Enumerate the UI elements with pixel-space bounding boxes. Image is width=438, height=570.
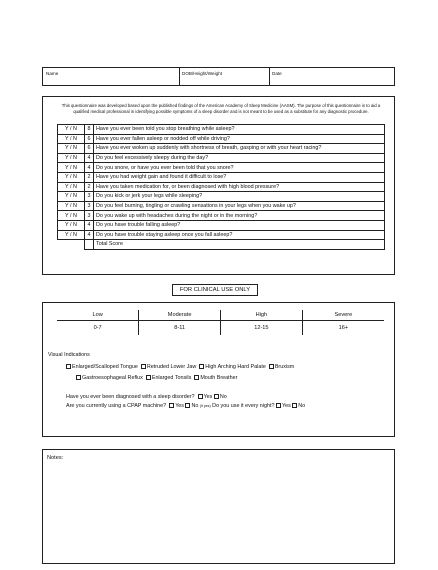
name-field[interactable]: Name (46, 71, 59, 76)
question-score: 6 (85, 144, 94, 154)
question-score: 3 (85, 192, 94, 202)
question-score: 4 (85, 230, 94, 240)
severity-moderate: Moderate (139, 310, 221, 321)
question-score: 4 (85, 220, 94, 230)
question-row (58, 125, 385, 135)
yes-no-answer[interactable]: Y / N (58, 153, 85, 163)
checkbox-icon[interactable] (276, 403, 281, 408)
question-score: 8 (85, 125, 94, 135)
question-row (58, 220, 385, 230)
visual-indications-title: Visual Indications (48, 352, 90, 358)
checkbox-icon[interactable] (146, 375, 151, 380)
range-moderate: 8-11 (139, 321, 221, 336)
checkbox-icon[interactable] (169, 403, 174, 408)
date-field[interactable]: Date (272, 71, 282, 76)
range-severe: 16+ (302, 321, 384, 336)
question-score: 2 (85, 182, 94, 192)
visual-line-1: Enlarged/Scalloped Tongue Retruded Lower Jaw High Arching Hard Palate Bruxism (66, 364, 294, 370)
empty-cell (58, 240, 85, 250)
question-row (58, 163, 385, 173)
intro-text: This questionnaire was developed based upon the published findings of the American Academy of Sleep Medicine (AASM). The purpose of this questionnaire is to aid a qualified medical professional in identifying possible symptoms of a sleep disorder and is not meant to be used as a substitute for any diagnostic procedure. (61, 103, 381, 114)
range-low: 0-7 (93, 325, 102, 331)
severity-severe: Severe (302, 310, 384, 321)
yes-no-answer[interactable]: Y / N (58, 125, 85, 135)
range-high: 12-15 (221, 321, 303, 336)
visual-line-2: Gastroesophageal Reflux Enlarged Tonsils Mouth Breather (76, 375, 237, 381)
total-score-value[interactable] (85, 240, 94, 250)
question-row (58, 144, 385, 154)
checkbox-icon[interactable] (198, 394, 203, 399)
history-q2: Are you currently using a CPAP machine? Yes No (if yes) Do you use it every night? Yes No (66, 403, 306, 409)
question-text: Have you ever fallen asleep or nodded off while driving? (94, 134, 385, 144)
yes-no-answer[interactable]: Y / N (58, 211, 85, 221)
question-score: 4 (85, 153, 94, 163)
history-q1: Have you ever been diagnosed with a sleep disorder? Yes No (66, 394, 227, 400)
dob-field[interactable]: DOB/Height/Weight (182, 71, 223, 76)
question-row (58, 192, 385, 202)
question-text: Do you feel excessively sleepy during the day? (94, 153, 385, 163)
clinical-use-label: FOR CLINICAL USE ONLY (172, 284, 258, 296)
total-row (58, 240, 385, 250)
notes-label: Notes: (47, 455, 64, 461)
question-row (58, 211, 385, 221)
total-score-label: Total Score (94, 240, 385, 250)
question-text: Have you had weight gain and found it difficult to lose? (94, 172, 385, 182)
severity-low: Low (57, 310, 139, 321)
question-text: Do you kick or jerk your legs while sleeping? (94, 192, 385, 202)
question-row (58, 172, 385, 182)
yes-no-answer[interactable]: Y / N (58, 163, 85, 173)
question-row (58, 201, 385, 211)
checkbox-icon[interactable] (199, 364, 204, 369)
question-text: Have you ever woken up suddenly with shortness of breath, gasping or with your heart racing? (94, 144, 385, 154)
severity-high: High (221, 310, 303, 321)
patient-info-box (42, 67, 395, 86)
question-row (58, 230, 385, 240)
yes-no-answer[interactable]: Y / N (58, 172, 85, 182)
question-text: Do you wake up with headaches during the night or in the morning? (94, 211, 385, 221)
question-score: 3 (85, 211, 94, 221)
yes-no-answer[interactable]: Y / N (58, 182, 85, 192)
question-row (58, 134, 385, 144)
question-score: 2 (85, 172, 94, 182)
severity-table (57, 310, 384, 335)
question-score: 4 (85, 163, 94, 173)
question-row (58, 153, 385, 163)
question-text: Do you feel burning, tingling or crawling sensations in your legs when you wake up? (94, 201, 385, 211)
notes-box[interactable] (42, 449, 395, 564)
checkbox-icon[interactable] (66, 364, 71, 369)
checkbox-icon[interactable] (141, 364, 146, 369)
question-text: Do you have trouble staying asleep once you fall asleep? (94, 230, 385, 240)
checkbox-icon[interactable] (214, 394, 219, 399)
question-score: 6 (85, 134, 94, 144)
question-text: Do you have trouble falling asleep? (94, 220, 385, 230)
yes-no-answer[interactable]: Y / N (58, 134, 85, 144)
yes-no-answer[interactable]: Y / N (58, 144, 85, 154)
yes-no-answer[interactable]: Y / N (58, 201, 85, 211)
question-score: 3 (85, 201, 94, 211)
yes-no-answer[interactable]: Y / N (58, 192, 85, 202)
yes-no-answer[interactable]: Y / N (58, 230, 85, 240)
question-row (58, 182, 385, 192)
question-text: Have you taken medication for, or been diagnosed with high blood pressure? (94, 182, 385, 192)
question-text: Have you ever been told you stop breathing while asleep? (94, 125, 385, 135)
yes-no-answer[interactable]: Y / N (58, 220, 85, 230)
checkbox-icon[interactable] (76, 375, 81, 380)
checkbox-icon[interactable] (292, 403, 297, 408)
question-text: Do you snore, or have you ever been told that you snore? (94, 163, 385, 173)
questionnaire-table (57, 124, 385, 250)
checkbox-icon[interactable] (269, 364, 274, 369)
checkbox-icon[interactable] (194, 375, 199, 380)
checkbox-icon[interactable] (185, 403, 190, 408)
